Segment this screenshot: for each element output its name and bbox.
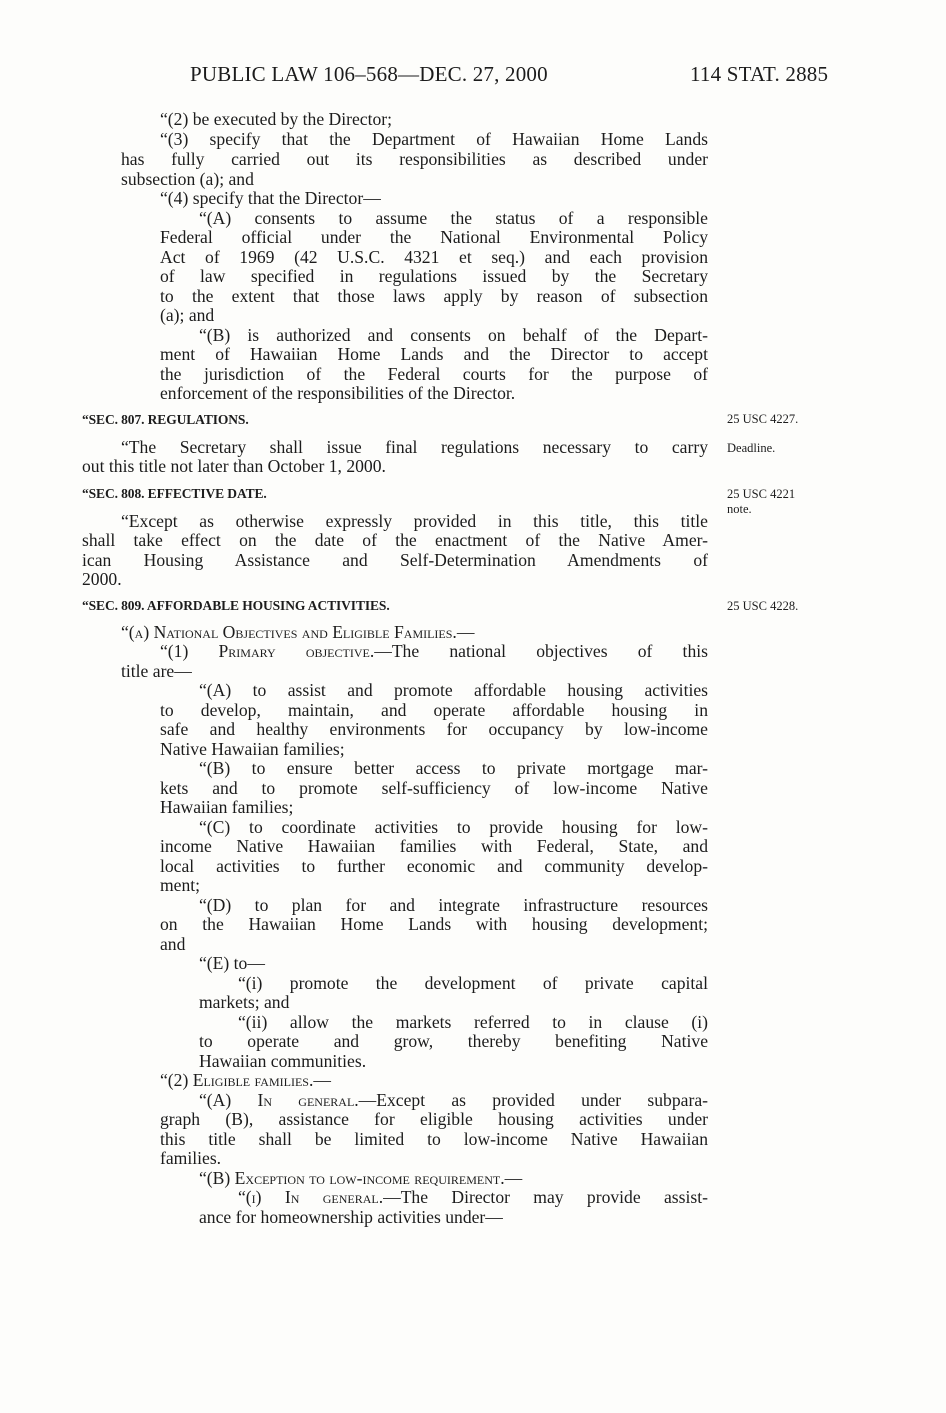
clause-A-line: safe and healthy environments for occupancy by low-income [160,719,708,739]
subparagraph-A-line: Act of 1969 (42 U.S.C. 4321 et seq.) and each provision [160,247,708,267]
section-808-text: ican Housing Assistance and Self-Determination Amendments of [82,550,708,570]
clause-A-line: “(A) to assist and promote affordable housing activities [199,680,708,700]
clause-B-line: “(B) to ensure better access to private mortgage mar- [199,758,708,778]
clause-A-line: Native Hawaiian families; [160,739,345,759]
clause-D-line: “(D) to plan for and integrate infrastructure resources [199,895,708,915]
section-807-text: “The Secretary shall issue final regulations necessary to carry [121,437,708,457]
margin-note-usc-4227: 25 USC 4227. [727,412,799,426]
subclause-i-line: markets; and [199,992,290,1012]
clause-B-line: kets and to promote self-sufficiency of low-income Native [160,778,708,798]
paragraph-3-line: subsection (a); and [121,169,254,189]
section-808-text: shall take effect on the date of the enactment of the Native Amer- [82,530,708,550]
clause-D-line: on the Hawaiian Home Lands with housing development; [160,914,708,934]
subparagraph-B-line: “(B) is authorized and consents on behalf of the Depart- [199,325,708,345]
eligible-A-lead: “(A) In general. [199,1090,359,1110]
section-807-heading: “SEC. 807. REGULATIONS. [82,412,249,427]
subparagraph-A-line: “(A) consents to assume the status of a responsible [199,208,708,228]
subclause-ii-line: “(ii) allow the markets referred to in clause (i) [238,1012,708,1032]
subclause-ii-line: Hawaiian communities. [199,1051,367,1071]
eligible-A-line: this title shall be limited to low-income Native Hawaiian [160,1129,708,1149]
running-header-title: PUBLIC LAW 106–568—DEC. 27, 2000 [190,62,548,86]
paragraph-1-line: title are— [121,661,192,681]
clause-C-line: ment; [160,875,201,895]
clause-D-line: and [160,934,186,954]
subclause-ii-line: to operate and grow, thereby benefiting Native [199,1031,708,1051]
paragraph-1-heading [160,642,708,662]
running-header-page-number: 114 STAT. 2885 [690,62,829,86]
clause-E-heading: “(E) to— [199,953,265,973]
clause-C-line: local activities to further economic and community develop- [160,856,708,876]
subparagraph-B-line: ment of Hawaiian Home Lands and the Director to accept [160,344,708,364]
margin-note-deadline: Deadline. [727,441,776,455]
subparagraph-B-line: the jurisdiction of the Federal courts for the purpose of [160,364,708,384]
eligible-B-i-rest: —The Director may provide assist- [383,1187,708,1207]
eligible-B-i-lead: “(i) In general. [238,1187,384,1207]
paragraph-2: “(2) be executed by the Director; [160,109,393,129]
eligible-A-line: graph (B), assistance for eligible housing activities under [160,1109,708,1129]
subparagraph-A-line: Federal official under the National Environmental Policy [160,227,708,247]
paragraph-1-lead: “(1) Primary objective. [160,641,375,661]
margin-note-usc-4228: 25 USC 4228. [727,599,799,613]
eligible-A-heading [199,1091,708,1111]
section-809-heading: “SEC. 809. AFFORDABLE HOUSING ACTIVITIES. [82,598,390,613]
section-807-text: out this title not later than October 1, 2000. [82,456,386,476]
paragraph-3-line: “(3) specify that the Department of Hawaiian Home Lands [160,129,708,149]
paragraph-2-heading: “(2) Eligible families.— [160,1070,331,1090]
clause-C-line: income Native Hawaiian families with Federal, State, and [160,836,708,856]
paragraph-4: “(4) specify that the Director— [160,188,381,208]
section-808-text: “Except as otherwise expressly provided in this title, this title [121,511,708,531]
subparagraph-A-line: of law specified in regulations issued by the Secretary [160,266,708,286]
subparagraph-A-line: (a); and [160,305,215,325]
clause-C-line: “(C) to coordinate activities to provide housing for low- [199,817,708,837]
margin-note-usc-4221: 25 USC 4221 [727,487,796,501]
paragraph-1-rest: —The national objectives of this [374,641,708,661]
subparagraph-A-line: to the extent that those laws apply by reason of subsection [160,286,708,306]
eligible-A-line: families. [160,1148,222,1168]
subparagraph-B-line: enforcement of the responsibilities of the Director. [160,383,516,403]
eligible-B-i-line: ance for homeownership activities under— [199,1207,503,1227]
margin-note-note: note. [727,502,752,516]
subsection-a-heading: “(a) National Objectives and Eligible Families.— [121,622,475,642]
subclause-i-line: “(i) promote the development of private capital [238,973,708,993]
paragraph-3-line: has fully carried out its responsibilities as described under [121,149,708,169]
clause-B-line: Hawaiian families; [160,797,294,817]
eligible-B-heading: “(B) Exception to low-income requirement.— [199,1168,523,1188]
section-808-text: 2000. [82,569,122,589]
eligible-B-i-heading [238,1188,708,1208]
section-808-heading: “SEC. 808. EFFECTIVE DATE. [82,486,267,501]
clause-A-line: to develop, maintain, and operate affordable housing in [160,700,708,720]
eligible-A-rest: —Except as provided under subpara- [358,1090,708,1110]
